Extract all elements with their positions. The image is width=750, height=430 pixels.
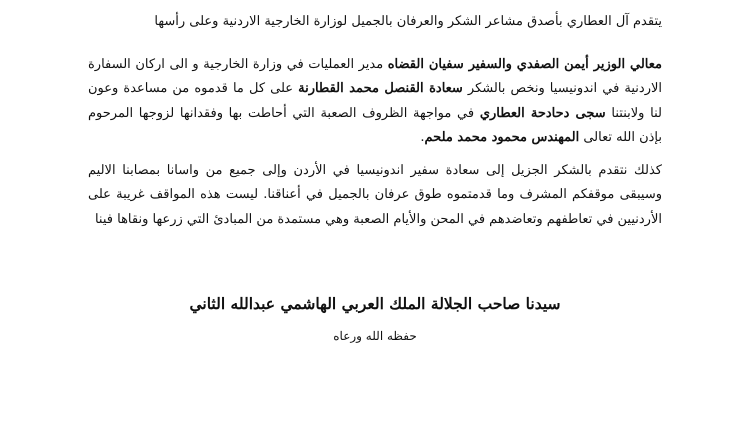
opening-line: يتقدم آل العطاري بأصدق مشاعر الشكر والعرفان بالجميل لوزارة الخارجية الاردنية وعلى رأسها	[154, 14, 662, 29]
conjunction: و	[505, 56, 517, 72]
blessing-line: حفظه الله ورعاه	[333, 329, 417, 343]
minister-name: معالي الوزير أيمن الصفدي	[516, 56, 662, 72]
daughter-name: سجى دحادحة العطاري	[479, 105, 606, 121]
thanks-text-2: على كل ما قدموه من مساعدة وعون لنا ولابنتنا	[88, 81, 662, 121]
deceased-name: المهندس محمود محمد ملحم	[424, 130, 580, 145]
ambassador-name: السفير سفيان القضاه	[387, 56, 506, 72]
thanks-text-1: مدير العمليات في وزارة الخارجية و الى اركان السفارة الاردنية في اندونيسيا ونخص بالشكر	[88, 56, 663, 96]
thanks-paragraph	[88, 53, 662, 151]
gratitude-paragraph: كذلك نتقدم بالشكر الجزيل إلى سعادة سفير اندونيسيا في الأردن وإلى جميع من واسانا بمصابنا الاليم وسيبقى موقفكم المشرف وما قدمتموه طوق عرفان بالجميل في أعناقنا. ليست هذه المواقف غريبة على الأردنيين في تعاطفهم وتعاضدهم في المحن والأيام الصعبة وهي مستمدة من المبادئ التي زرعها ونقاها فينا	[88, 162, 662, 227]
consul-name: سعادة القنصل محمد القطارنة	[298, 81, 463, 96]
thanks-text-4: .	[420, 130, 425, 145]
thanks-text-3: في مواجهة الظروف الصعبة التي أحاطت بها وفقدانها لزوجها المرحوم بإذن الله تعالى	[88, 105, 662, 145]
king-title: سيدنا صاحب الجلالة الملك العربي الهاشمي عبدالله الثاني	[189, 294, 561, 313]
